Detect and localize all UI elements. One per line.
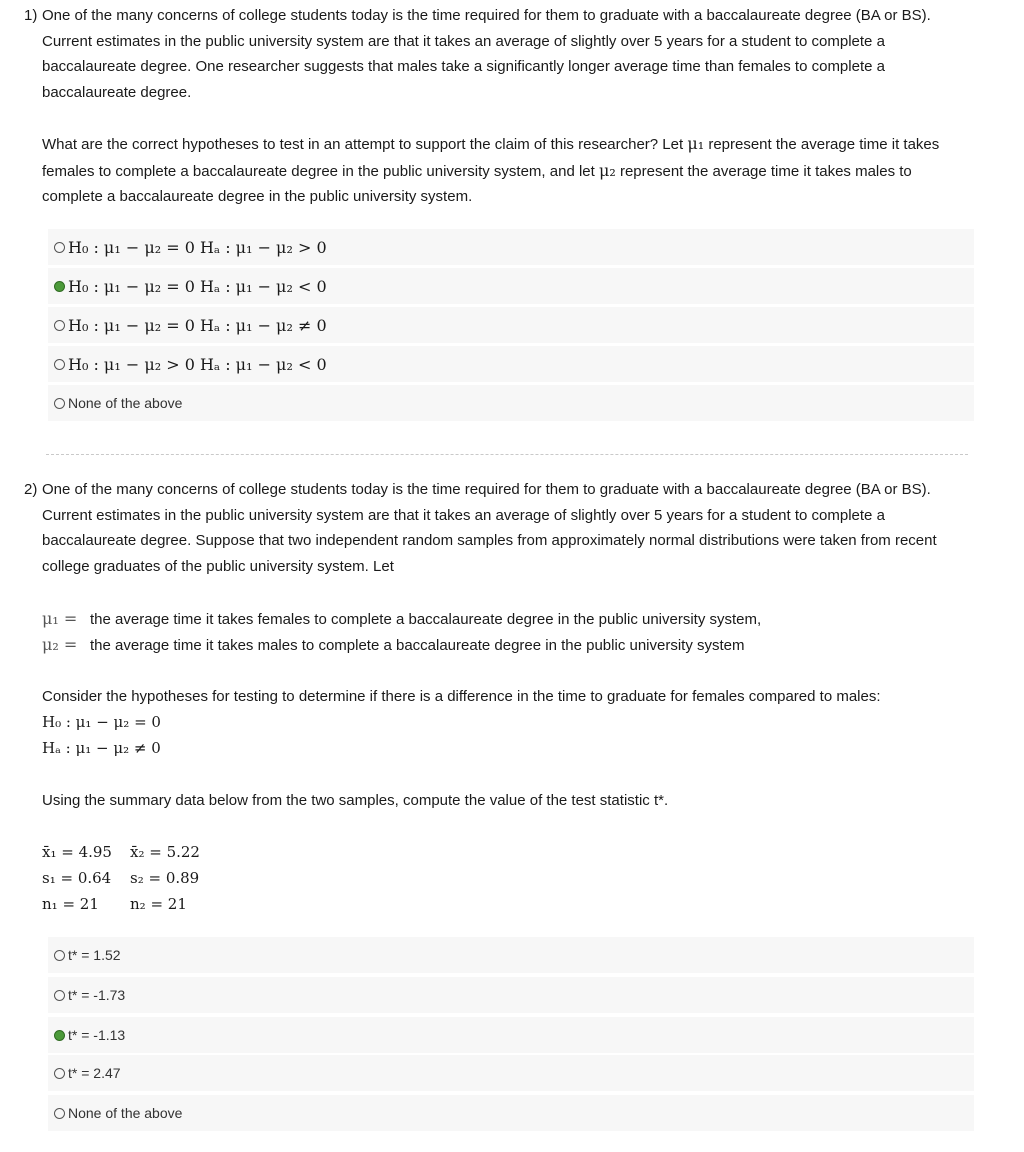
option-label: H₀ : μ₁ − μ₂ = 0 Hₐ : μ₁ − μ₂ ≠ 0	[68, 315, 327, 335]
radio-button[interactable]	[54, 359, 65, 370]
question-stem: One of the many concerns of college students today is the time required for them to graduate with a baccalaureate degree (BA or BS). Current estimates in the public university system are that it takes an average of slightly over 5 years for a student to complete a baccalaureate degree. Suppose that two independent random samples from approximately normal distributions were taken from recent college graduates of the public university system. Let	[42, 481, 937, 575]
answer-option[interactable]	[48, 937, 974, 973]
radio-button[interactable]	[54, 1108, 65, 1119]
question-instruction: Using the summary data below from the two samples, compute the value of the test statistic t*.	[42, 792, 669, 809]
definition-mu1: μ₁ = the average time it takes females to complete a baccalaureate degree in the public university system,	[42, 609, 762, 628]
definition-mu2: μ₂ = the average time it takes males to complete a baccalaureate degree in the public university system	[42, 635, 745, 654]
radio-button[interactable]	[54, 990, 65, 1001]
mu1-symbol: μ₁	[687, 134, 705, 153]
answer-option[interactable]	[48, 1095, 974, 1131]
answer-option[interactable]	[48, 977, 974, 1013]
option-label: H₀ : μ₁ − μ₂ > 0 Hₐ : μ₁ − μ₂ < 0	[68, 354, 327, 374]
answer-option[interactable]	[48, 385, 974, 421]
question-prompt: What are the correct hypotheses to test in an attempt to support the claim of this researcher? Let μ₁ represent the average time it takes females to complete a baccalaureate degree in the public university system, and let μ₂ represent the average time it takes males to complete a baccalaureate degree in the public university system.	[42, 134, 940, 206]
answer-option[interactable]	[48, 1055, 974, 1091]
answer-option[interactable]	[48, 229, 974, 265]
answer-option[interactable]	[48, 307, 974, 343]
option-label: None of the above	[68, 395, 183, 411]
answer-option[interactable]	[48, 1017, 974, 1053]
summary-std-devs: s₁ = 0.64 s₂ = 0.89	[42, 869, 200, 887]
option-label: t* = 2.47	[68, 1065, 121, 1081]
hypotheses-intro: Consider the hypotheses for testing to determine if there is a difference in the time to graduate for females compared to males:	[42, 688, 881, 705]
option-label: H₀ : μ₁ − μ₂ = 0 Hₐ : μ₁ − μ₂ < 0	[68, 276, 327, 296]
question-number: 1)	[24, 7, 38, 24]
radio-button[interactable]	[54, 950, 65, 961]
radio-button[interactable]	[54, 242, 65, 253]
option-label: t* = 1.52	[68, 947, 121, 963]
option-label: None of the above	[68, 1105, 183, 1121]
null-hypothesis: H₀ : μ₁ − μ₂ = 0	[42, 713, 161, 731]
radio-button-selected[interactable]	[54, 1030, 65, 1041]
answer-option[interactable]	[48, 268, 974, 304]
radio-button-selected[interactable]	[54, 281, 65, 292]
radio-button[interactable]	[54, 1068, 65, 1079]
radio-button[interactable]	[54, 398, 65, 409]
radio-button[interactable]	[54, 320, 65, 331]
answer-option[interactable]	[48, 346, 974, 382]
option-label: t* = -1.13	[68, 1027, 126, 1043]
summary-means: x̄₁ = 4.95 x̄₂ = 5.22	[42, 843, 200, 861]
alternative-hypothesis: Hₐ : μ₁ − μ₂ ≠ 0	[42, 739, 161, 757]
question-number: 2)	[24, 481, 38, 498]
summary-sample-sizes: n₁ = 21 n₂ = 21	[42, 895, 187, 913]
question-stem: One of the many concerns of college students today is the time required for them to graduate with a baccalaureate degree (BA or BS). Current estimates in the public university system are that it takes an average of slightly over 5 years for a student to complete a baccalaureate degree. One researcher suggests that males take a significantly longer average time than females to complete a baccalaureate degree.	[42, 7, 931, 101]
question-divider	[46, 454, 968, 455]
option-label: H₀ : μ₁ − μ₂ = 0 Hₐ : μ₁ − μ₂ > 0	[68, 237, 327, 257]
option-label: t* = -1.73	[68, 987, 126, 1003]
mu2-symbol: μ₂	[598, 160, 616, 180]
